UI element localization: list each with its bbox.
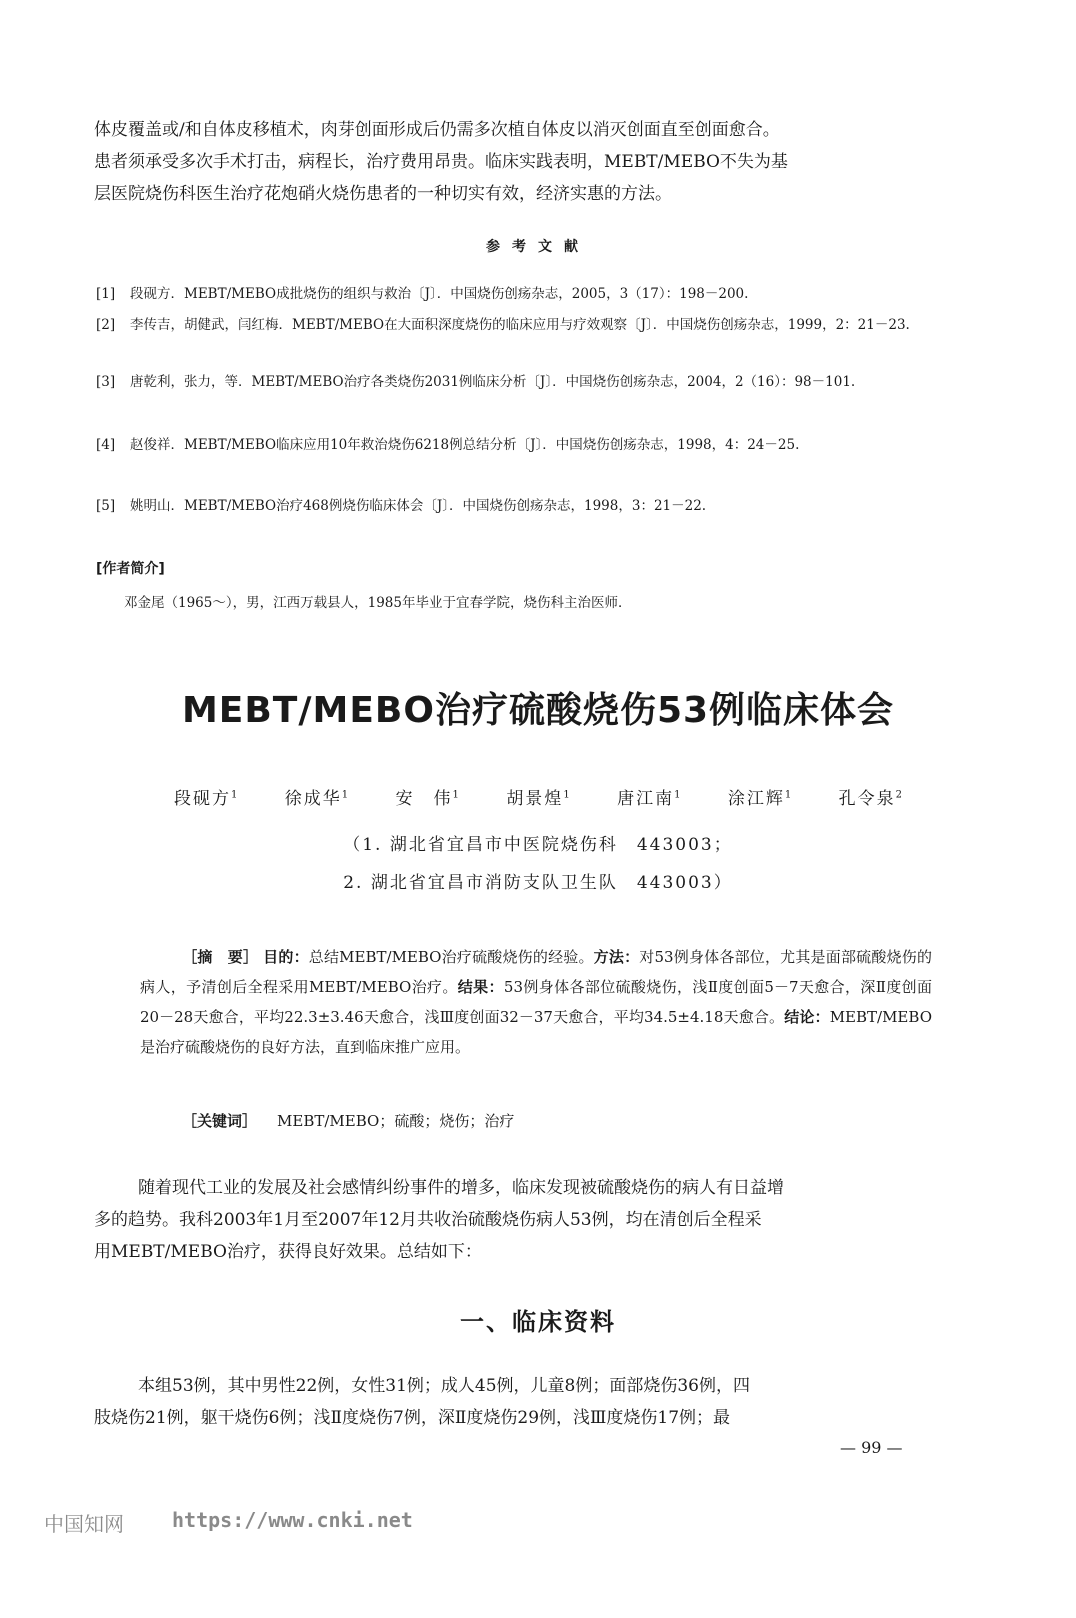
- objective-label: 目的：: [263, 948, 309, 966]
- author: 安 伟$^1$: [395, 789, 459, 809]
- results-text: 53例身体各部位硫酸烧伤，浅Ⅱ度创面5－7天愈合，深Ⅱ度创面20－28天愈合，平均22.3±3.46天愈合，浅Ⅲ度创面32－37天愈合，平均34.5±4.18天愈合。: [140, 978, 932, 1026]
- author: 胡景煌$^1$: [506, 789, 570, 809]
- footer-url[interactable]: https://www.cnki.net: [172, 1508, 413, 1532]
- author-list: [0, 784, 1076, 809]
- author: 涂江辉$^1$: [727, 789, 792, 809]
- affiliation-line: （1. 湖北省宜昌市中医院烧伤科 443003；: [343, 835, 733, 855]
- reference-number: [4]: [96, 437, 116, 453]
- author: 段砚方$^1$: [173, 789, 238, 809]
- reference-text: 赵俊祥．MEBT/MEBO临床应用10年救治烧伤6218例总结分析〔J〕．中国烧伤创疡杂志，1998，4：24－25.: [130, 437, 800, 453]
- reference-text: 段砚方．MEBT/MEBO成批烧伤的组织与救治〔J〕．中国烧伤创疡杂志，2005，3（17）：198－200.: [130, 286, 749, 302]
- reference-item: [96, 281, 956, 307]
- references-heading: 参考文献: [486, 239, 590, 255]
- reference-number: [2]: [96, 317, 116, 333]
- abstract-label: ［摘 要］: [182, 948, 259, 966]
- author-intro-heading: [作者简介]: [96, 561, 165, 577]
- keywords-label: ［关键词］: [182, 1112, 258, 1130]
- affiliation-line: 2. 湖北省宜昌市消防支队卫生队 443003）: [343, 873, 733, 893]
- keywords-text: MEBT/MEBO；硫酸；烧伤；治疗: [277, 1112, 515, 1130]
- abstract: [140, 942, 932, 1062]
- section-heading: 一、临床资料: [460, 1308, 616, 1336]
- reference-number: [3]: [96, 374, 116, 390]
- text-line: 体皮覆盖或/和自体皮移植术，肉芽创面形成后仍需多次植自体皮以消灭创面直至创面愈合。: [94, 120, 780, 140]
- keywords: [182, 1110, 514, 1131]
- reference-item: [96, 432, 956, 458]
- text-line: 用MEBT/MEBO治疗，获得良好效果。总结如下：: [94, 1242, 482, 1262]
- text-line: 本组53例，其中男性22例，女性31例；成人45例，儿童8例；面部烧伤36例，四: [138, 1376, 750, 1396]
- conclusion-text: MEBT/MEBO是治疗硫酸烧伤的良好方法，直到临床推广应用。: [140, 1008, 932, 1056]
- conclusion-label: 结论：: [784, 1008, 830, 1026]
- footer-brand: 中国知网: [44, 1512, 124, 1536]
- text-line: 肢烧伤21例，躯干烧伤6例；浅Ⅱ度烧伤7例，深Ⅱ度烧伤29例，浅Ⅲ度烧伤17例；最: [94, 1408, 731, 1428]
- results-label: 结果：: [457, 978, 504, 996]
- text-line: 随着现代工业的发展及社会感情纠纷事件的增多，临床发现被硫酸烧伤的病人有日益增: [138, 1178, 784, 1198]
- author: 徐成华$^1$: [284, 789, 349, 809]
- author-intro-text: 邓金尾（1965～），男，江西万载县人，1985年毕业于宜春学院，烧伤科主治医师．: [124, 595, 632, 611]
- reference-number: [1]: [96, 286, 116, 302]
- reference-item: [96, 369, 956, 395]
- author: 唐江南$^1$: [617, 789, 681, 809]
- reference-text: 姚明山．MEBT/MEBO治疗468例烧伤临床体会〔J〕．中国烧伤创疡杂志，1998，3：21－22.: [130, 498, 707, 514]
- objective-text: 总结MEBT/MEBO治疗硫酸烧伤的经验。: [308, 948, 594, 966]
- reference-number: [5]: [96, 498, 116, 514]
- reference-text: 唐乾利，张力，等．MEBT/MEBO治疗各类烧伤2031例临床分析〔J〕．中国烧伤创疡杂志，2004，2（16）：98－101.: [130, 374, 856, 390]
- intro-paragraph: [94, 1172, 964, 1268]
- text-line: 层医院烧伤科医生治疗花炮硝火烧伤患者的一种切实有效，经济实惠的方法。: [94, 184, 672, 204]
- methods-text: 对53例身体各部位，尤其是面部硫酸烧伤的病人，予清创后全程采用MEBT/MEBO治疗。: [140, 948, 932, 996]
- article-title: MEBT/MEBO治疗硫酸烧伤53例临床体会: [181, 690, 895, 731]
- reference-item: [96, 493, 956, 519]
- text-line: 患者须承受多次手术打击，病程长，治疗费用昂贵。临床实践表明，MEBT/MEBO不失为基: [94, 152, 788, 172]
- page-number: — 99 —: [840, 1438, 903, 1457]
- author: 孔令泉$^2$: [838, 789, 903, 809]
- methods-label: 方法：: [593, 948, 640, 966]
- section-paragraph: [94, 1370, 964, 1434]
- text-line: 多的趋势。我科2003年1月至2007年12月共收治硫酸烧伤病人53例，均在清创后全程采: [94, 1210, 762, 1230]
- continuation-paragraph: [94, 114, 964, 210]
- reference-item: [96, 312, 956, 338]
- reference-text: 李传吉，胡健武，闫红梅．MEBT/MEBO在大面积深度烧伤的临床应用与疗效观察〔J〕．中国烧伤创疡杂志，1999，2：21－23.: [130, 317, 910, 333]
